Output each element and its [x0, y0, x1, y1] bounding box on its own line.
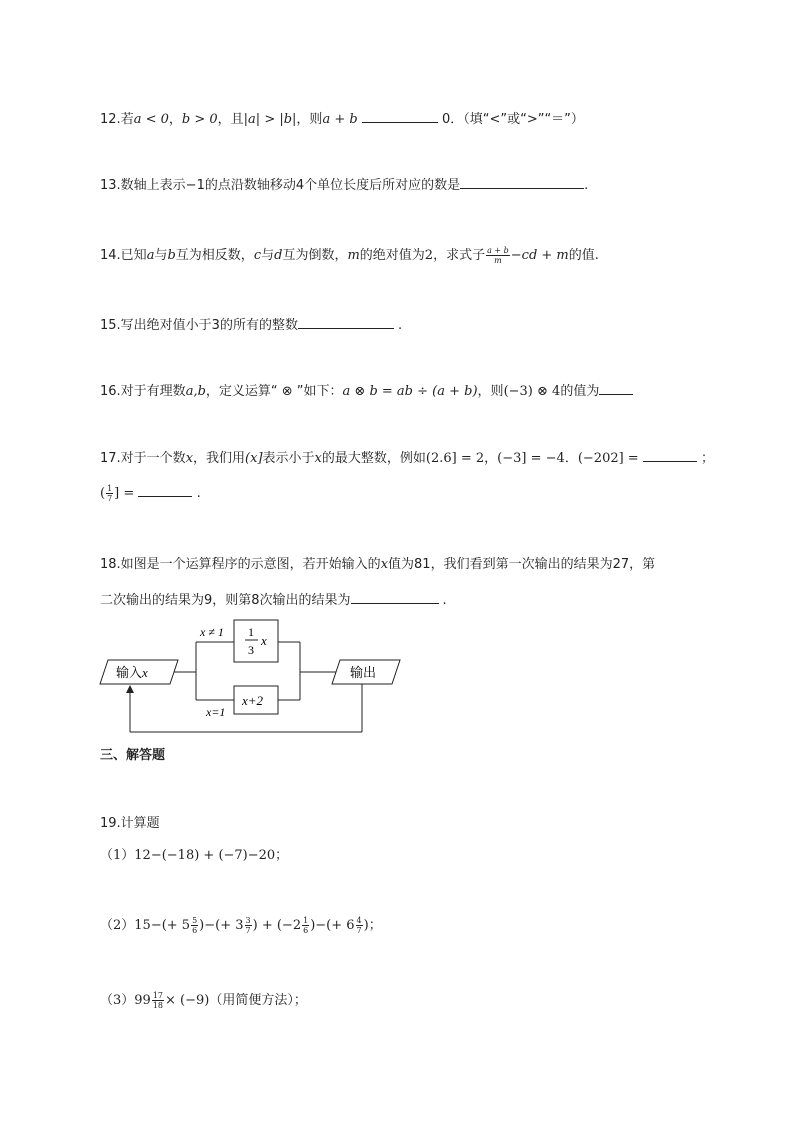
op-box-divide	[234, 620, 278, 662]
q17-var: x	[314, 451, 322, 466]
output-label: 输出	[350, 665, 377, 680]
mixed-fraction	[152, 991, 164, 1010]
q14-text: 与	[154, 248, 168, 263]
q17-text: ．	[564, 451, 578, 466]
q14-text: 的值.	[568, 248, 599, 263]
q14-var: a	[146, 248, 155, 263]
mixed-fraction	[356, 916, 363, 935]
q19-p2-text: )−(	[310, 918, 332, 933]
fraction-numerator: 5	[192, 916, 198, 925]
q15-end: .	[397, 318, 403, 333]
q14-var: m	[347, 248, 360, 263]
question-19-title: 19.计算题	[100, 816, 160, 831]
fraction-numerator: 17	[152, 991, 164, 1000]
fraction-denominator: m	[494, 256, 502, 265]
fraction-numerator: a + b	[487, 246, 509, 255]
q12-expr: a + b	[322, 112, 358, 127]
answer-blank[interactable]	[351, 591, 439, 604]
q12-text: ，	[168, 112, 182, 127]
q17-expr: (−202] =	[577, 451, 639, 466]
answer-blank[interactable]	[298, 316, 394, 329]
question-13	[100, 176, 588, 195]
q17-text: ，	[484, 451, 498, 466]
q17-example: (−3] = −4	[497, 451, 565, 466]
q14-text: 与	[261, 248, 275, 263]
q14-var: b	[167, 248, 176, 263]
q14-text: ，求式子	[433, 248, 486, 263]
q18-text: 18.如图是一个运算程序的示意图，若开始输入的	[100, 557, 381, 572]
question-17	[100, 449, 714, 468]
fraction-denominator: 6	[192, 926, 198, 935]
q19-part-1: （1）12−(−18) + (−7)−20；	[100, 848, 289, 863]
q14-text: 互为倒数，	[282, 248, 348, 263]
fraction-numerator: 3	[245, 916, 251, 925]
answer-blank[interactable]	[643, 449, 697, 462]
q17-end: .	[196, 486, 201, 501]
q17-text: ，我们用	[193, 451, 246, 466]
q15-text: 15.写出绝对值小于3的所有的整数	[100, 318, 298, 333]
q16-text: ，则	[477, 384, 504, 399]
q18-var: x	[380, 557, 389, 572]
mixed-fraction	[302, 916, 309, 935]
fraction-denominator: 7	[245, 926, 251, 935]
q12-number: 12.	[100, 112, 121, 127]
q19-part-2	[100, 916, 382, 935]
op-fraction-numerator: 1	[248, 625, 254, 639]
condition-not-one: x ≠ 1	[200, 625, 224, 639]
q16-text: ，定义运算“ ⊗ ”如下：	[205, 384, 343, 399]
mixed-whole: + 5	[166, 918, 191, 933]
section-title: 三、解答题	[100, 748, 166, 763]
q13-text: 13.数轴上表示−1的点沿数轴移动4个单位长度后所对应的数是	[100, 178, 461, 193]
mixed-whole: + 6	[331, 918, 355, 933]
q17-notation: (x]	[245, 451, 263, 466]
fraction-denominator: 7	[356, 926, 362, 935]
mixed-fraction	[191, 916, 198, 935]
input-label: 输入x	[116, 665, 148, 680]
q14-number: 2	[424, 248, 434, 263]
q14-text: 的绝对值为	[359, 248, 425, 263]
question-15	[100, 316, 402, 335]
op-var: x	[261, 633, 267, 648]
op-add-label: x+2	[242, 693, 264, 708]
mixed-whole: + 3	[220, 918, 244, 933]
q19-p2-text: ) + (	[252, 918, 282, 933]
q17-text: ；	[700, 451, 714, 466]
q18-text: 二次输出的结果为9，则第8次输出的结果为	[100, 593, 351, 608]
question-17-line-2	[100, 484, 201, 503]
q14-var: c	[253, 248, 262, 263]
q14-var: d	[274, 248, 283, 263]
question-14	[100, 246, 599, 265]
q12-text: ，则	[296, 112, 323, 127]
q12-cond-3: |a| > |b|	[243, 112, 297, 127]
answer-blank[interactable]	[362, 110, 438, 123]
q16-text: 16.对于有理数	[100, 384, 186, 399]
q12-cond-2: b > 0	[181, 112, 218, 127]
answer-blank[interactable]	[460, 176, 584, 189]
q17-example: (2.6] = 2	[425, 451, 485, 466]
q16-expr: (−3) ⊗ 4	[503, 384, 561, 399]
q19-part-3	[100, 991, 307, 1010]
q14-fraction	[486, 246, 510, 265]
q18-text: 值为81，我们看到第一次输出的结果为27，第	[388, 557, 656, 572]
answer-blank[interactable]	[138, 484, 192, 497]
q19-p3-text: × (−9)（用简便方法）；	[165, 993, 307, 1008]
q17-fraction	[106, 484, 113, 503]
op-fraction-denominator: 3	[248, 643, 254, 657]
q17-bracket: ] =	[114, 486, 135, 501]
question-18-line-2	[100, 591, 447, 610]
fraction-denominator: 6	[303, 926, 309, 935]
arrow-up-icon	[126, 685, 134, 693]
q14-text: 14.已知	[100, 248, 147, 263]
q13-end: .	[584, 178, 589, 193]
q12-text: 0．（填“<”或“>”“＝”）	[441, 112, 584, 127]
question-18	[100, 556, 655, 574]
q17-text: 17.对于一个数	[100, 451, 186, 466]
q18-end: .	[442, 593, 447, 608]
q17-var: x	[185, 451, 194, 466]
q19-p2-text: （2）15−(	[100, 918, 167, 933]
q16-definition: a ⊗ b = ab ÷ (a + b)	[342, 384, 478, 399]
q19-p2-text: )−(	[199, 918, 221, 933]
q12-text: 若	[120, 112, 134, 127]
question-16	[100, 382, 633, 401]
q17-text: 的最大整数，例如	[321, 451, 426, 466]
q17-text: 表示小于	[262, 451, 315, 466]
q16-var: a,b	[185, 384, 206, 399]
q19-p2-text: )；	[363, 918, 382, 933]
q14-expr: −cd + m	[510, 248, 569, 263]
fraction-denominator: 18	[152, 1001, 164, 1010]
condition-one: x=1	[206, 705, 226, 719]
mixed-fraction	[245, 916, 252, 935]
answer-blank[interactable]	[599, 382, 633, 395]
fraction-denominator: 7	[107, 494, 113, 503]
q12-text: ，且	[217, 112, 244, 127]
flow-diagram	[96, 614, 416, 744]
question-12	[100, 110, 584, 129]
fraction-numerator: 4	[356, 916, 362, 925]
q14-text: 互为相反数，	[175, 248, 254, 263]
fraction-numerator: 1	[303, 916, 309, 925]
q16-text: 的值为	[560, 384, 600, 399]
mixed-whole: −2	[281, 918, 302, 933]
q19-p3-text: （3）99	[100, 993, 151, 1008]
q17-bracket: (	[100, 486, 106, 501]
q12-cond-1: a < 0	[133, 112, 169, 127]
fraction-numerator: 1	[107, 484, 113, 493]
